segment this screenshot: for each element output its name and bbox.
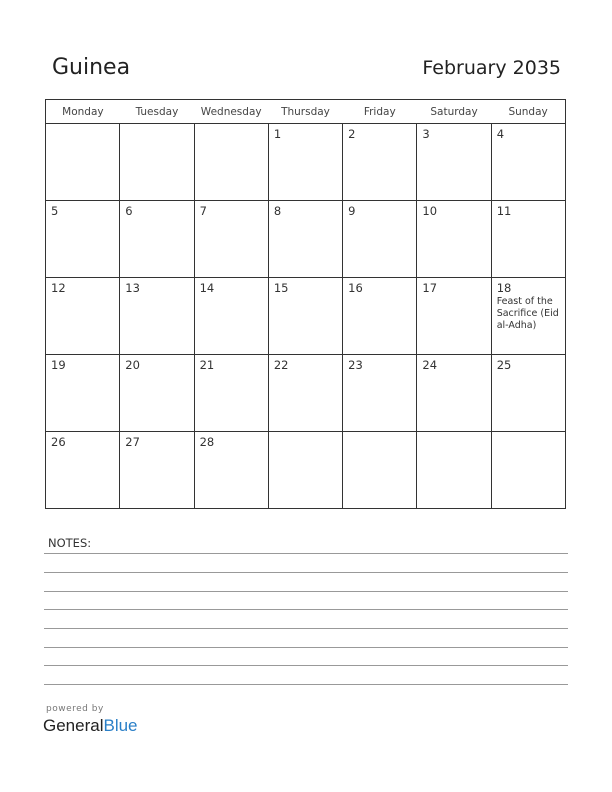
day-cell (120, 124, 194, 201)
weekday-header: Wednesday (194, 100, 268, 124)
day-cell (268, 432, 342, 509)
note-line (44, 684, 568, 685)
day-number: 8 (273, 204, 282, 218)
note-line (44, 591, 568, 592)
weekday-header: Tuesday (120, 100, 194, 124)
day-cell (343, 355, 417, 432)
week-row (46, 355, 566, 432)
day-cell (194, 201, 268, 278)
day-cell (491, 432, 565, 509)
day-number: 3 (422, 127, 430, 141)
weekday-header: Friday (343, 100, 417, 124)
day-cell (268, 278, 342, 355)
day-number: 14 (199, 281, 215, 295)
day-number: 24 (422, 358, 438, 372)
day-number: 2 (348, 127, 356, 141)
day-cell (120, 278, 194, 355)
day-number: 9 (348, 204, 356, 218)
brand-blue: Blue (103, 716, 138, 735)
day-cell (343, 432, 417, 509)
day-number: 6 (125, 204, 133, 218)
day-cell (194, 355, 268, 432)
day-number: 22 (273, 358, 289, 372)
note-line (44, 572, 568, 573)
day-number: 27 (125, 435, 140, 449)
day-cell (46, 278, 120, 355)
day-number: 25 (496, 358, 512, 372)
day-cell (120, 355, 194, 432)
note-line (44, 628, 568, 629)
day-number: 5 (51, 204, 59, 218)
day-cell (46, 201, 120, 278)
week-row (46, 201, 566, 278)
day-cell (268, 124, 342, 201)
day-cell (268, 355, 342, 432)
day-number: 16 (348, 281, 363, 295)
day-number: 23 (348, 358, 363, 372)
day-cell (194, 432, 268, 509)
holiday-label: Feast of the Sacrifice (Eid al-Adha) (496, 296, 559, 331)
weekday-header-row (46, 100, 566, 124)
day-number: 7 (199, 204, 207, 218)
note-line (44, 665, 568, 666)
day-number: 20 (125, 358, 140, 372)
brand-logo (43, 716, 138, 736)
month-title: February 2035 (422, 57, 561, 79)
day-cell (491, 201, 565, 278)
day-cell (46, 355, 120, 432)
day-cell (268, 201, 342, 278)
day-cell (120, 201, 194, 278)
day-cell (343, 278, 417, 355)
day-cell (417, 124, 491, 201)
note-line (44, 647, 568, 648)
day-cell (417, 432, 491, 509)
note-line (44, 609, 568, 610)
day-number: 17 (422, 281, 438, 295)
weekday-header: Saturday (417, 100, 491, 124)
day-number: 15 (273, 281, 289, 295)
day-number: 1 (273, 127, 282, 141)
day-cell (491, 124, 565, 201)
day-number: 11 (496, 204, 512, 218)
country-title: Guinea (52, 55, 131, 80)
day-cell (194, 124, 268, 201)
day-cell (194, 278, 268, 355)
note-line (44, 553, 568, 554)
day-number: 18 (496, 281, 512, 295)
notes-label: NOTES: (48, 536, 92, 550)
day-cell (417, 355, 491, 432)
day-number: 13 (125, 281, 140, 295)
day-cell (417, 201, 491, 278)
day-number: 12 (51, 281, 66, 295)
weekday-header: Monday (46, 100, 120, 124)
day-cell (343, 201, 417, 278)
day-cell (120, 432, 194, 509)
week-row (46, 278, 566, 355)
day-number: 26 (51, 435, 66, 449)
brand-general: General (43, 716, 104, 735)
day-cell (46, 432, 120, 509)
day-cell (46, 124, 120, 201)
day-number: 10 (422, 204, 438, 218)
weekday-header: Thursday (268, 100, 342, 124)
calendar-grid (45, 99, 566, 509)
day-cell (491, 278, 565, 355)
day-cell (491, 355, 565, 432)
weekday-header: Sunday (491, 100, 565, 124)
day-cell (417, 278, 491, 355)
week-row (46, 432, 566, 509)
day-number: 28 (199, 435, 215, 449)
powered-by-text: powered by (46, 704, 104, 714)
day-number: 4 (496, 127, 505, 141)
week-row (46, 124, 566, 201)
day-number: 21 (199, 358, 215, 372)
day-number: 19 (51, 358, 66, 372)
day-cell (343, 124, 417, 201)
